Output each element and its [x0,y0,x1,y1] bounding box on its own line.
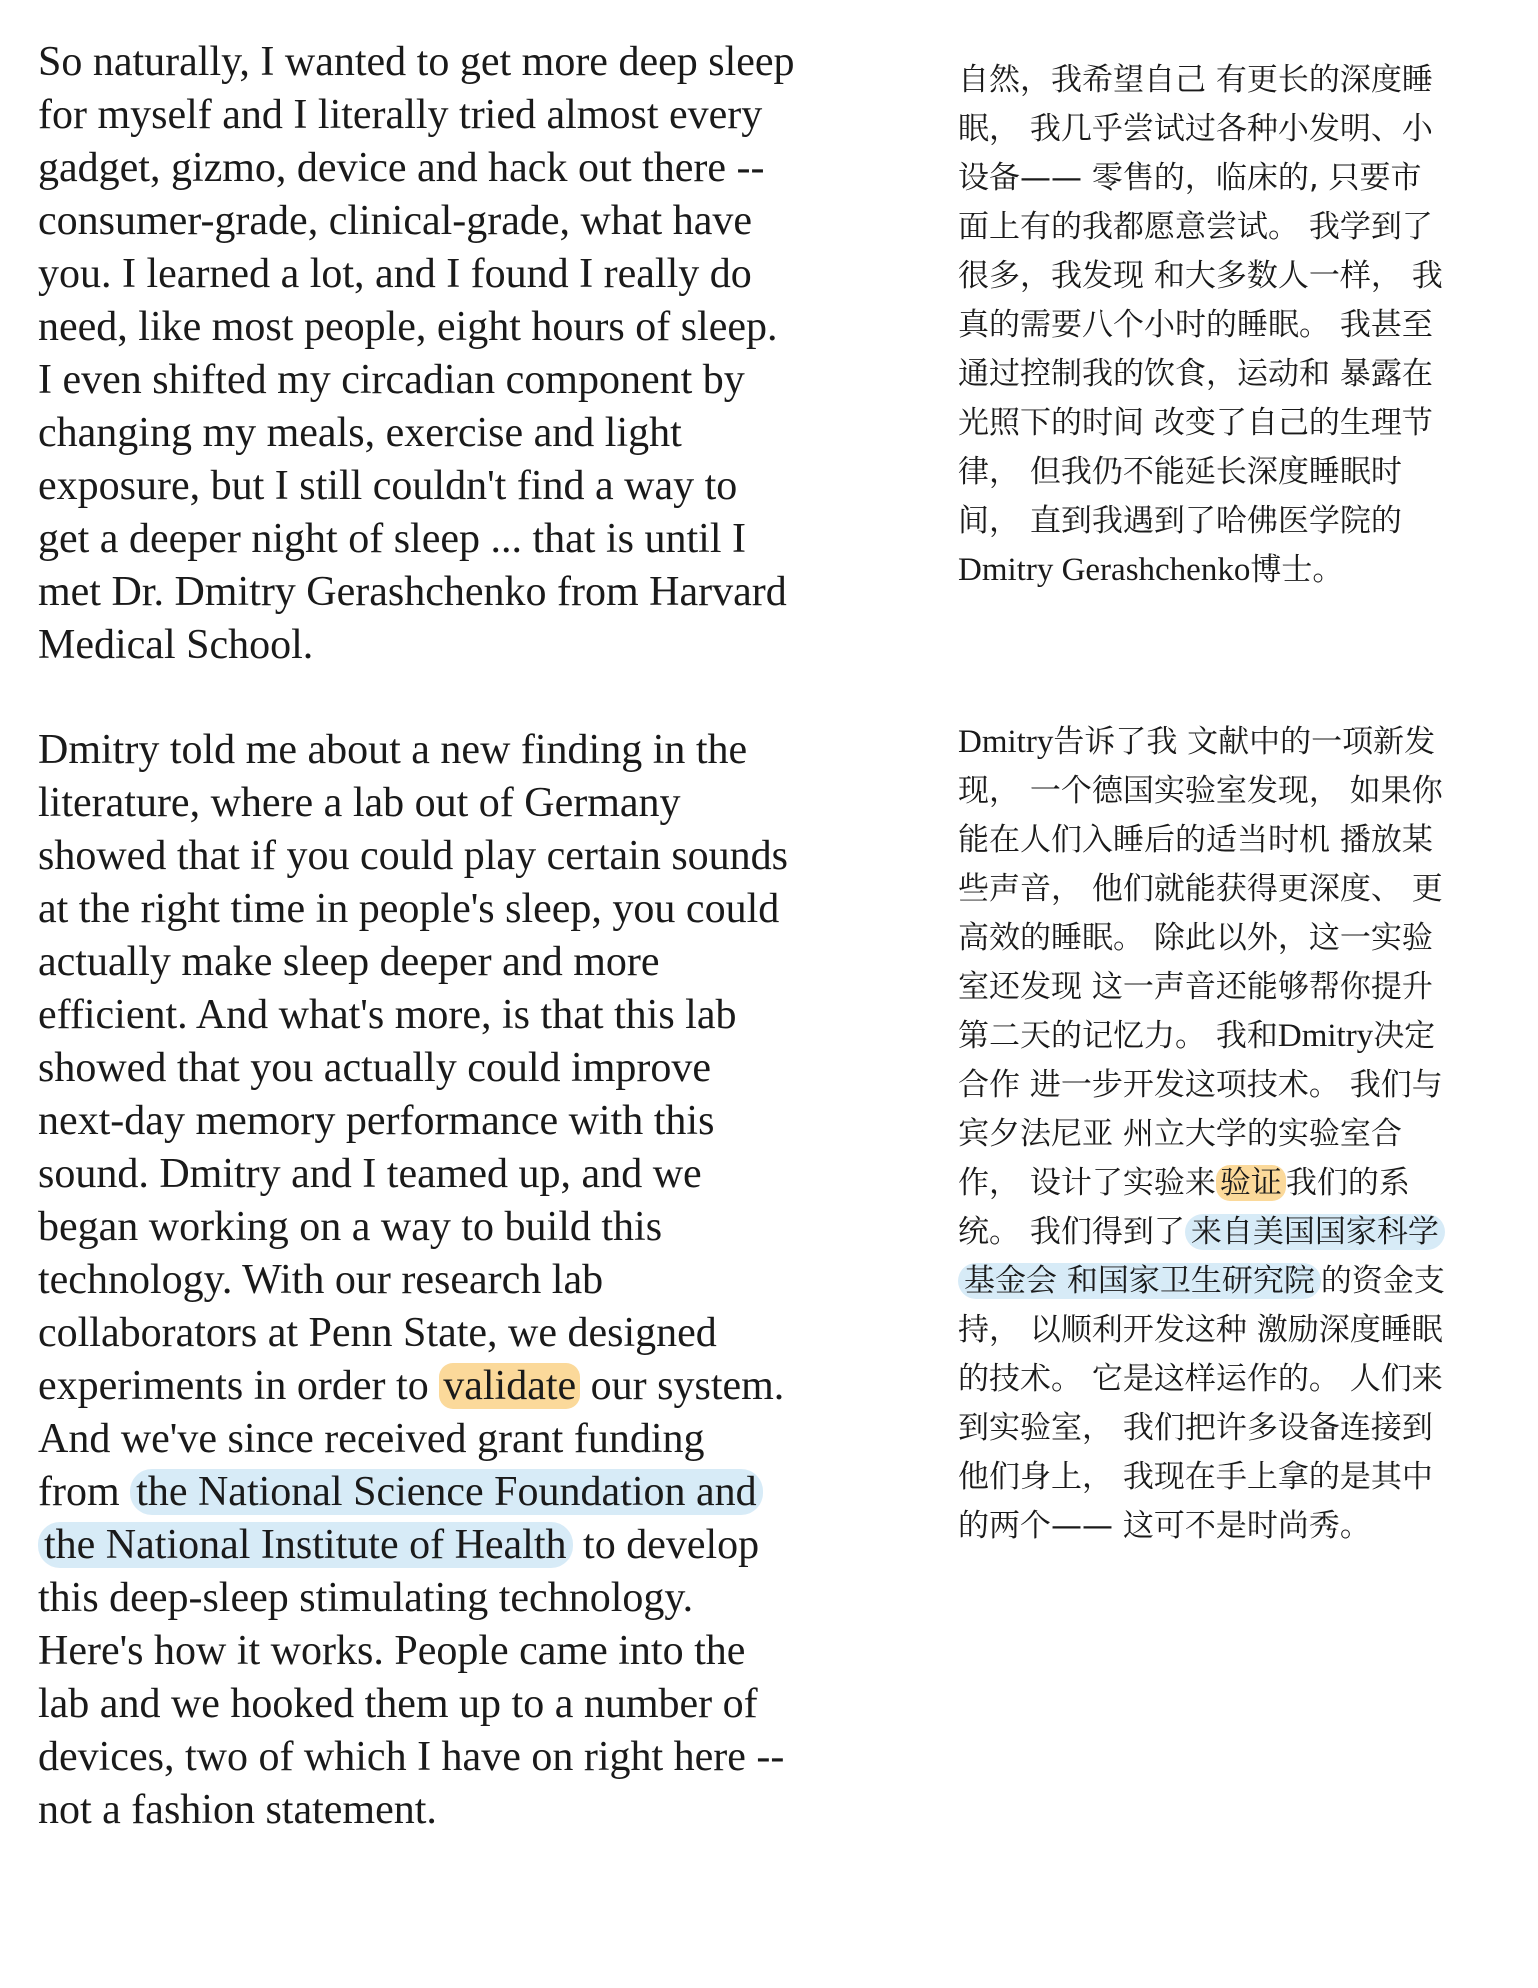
text-line [38,1360,878,1413]
text-line: I even shifted my circadian component by [38,357,745,403]
text-line: consumer-grade, clinical-grade, what have [38,198,752,244]
text-line: showed that if you could play certain sounds [38,833,789,879]
text-segment: 第二天的记忆力。 我和 [958,1018,1278,1054]
text-line: 现， 一个德国实验室发现， 如果你 [958,773,1443,809]
text-line: 宾夕法尼亚 州立大学的实验室合 [958,1116,1402,1152]
text-line: 持， 以顺利开发这种 激励深度睡眠 [958,1312,1443,1348]
highlight-nih-zh: 基金会 和国家卫生研究院 [958,1263,1321,1299]
text-line: 到实验室， 我们把许多设备连接到 [958,1410,1433,1446]
text-segment: experiments in order to [38,1363,440,1409]
text-line: literature, where a lab out of Germany [38,780,681,826]
text-segment: to develop [572,1522,760,1568]
text-line: 的两个—— 这可不是时尚秀。 [958,1508,1371,1544]
text-line: 自然，我希望自己 有更长的深度睡 [958,62,1433,98]
text-line: 他们身上， 我现在手上拿的是其中 [958,1459,1433,1495]
text-line: 真的需要八个小时的睡眠。 我甚至 [958,307,1433,343]
text-line: you. I learned a lot, and I found I really do [38,251,752,297]
chinese-paragraph-2 [958,718,1518,1551]
text-line: 光照下的时间 改变了自己的生理节 [958,405,1433,441]
text-line [958,1257,1518,1306]
text-line: 设备—— 零售的，临床的, 只要市 [958,160,1422,196]
text-line: met Dr. Dmitry Gerashchenko from Harvard [38,569,787,615]
chinese-paragraph-1 [958,56,1518,595]
text-line: 眠， 我几乎尝试过各种小发明、小 [958,111,1433,147]
text-line: at the right time in people's sleep, you could [38,886,780,932]
highlight-nsf: the National Science Foundation and [130,1469,763,1515]
text-line: devices, two of which I have on right here -- [38,1734,785,1780]
text-line: changing my meals, exercise and light [38,410,682,456]
text-line: began working on a way to build this [38,1204,663,1250]
text-line: technology. With our research lab [38,1257,604,1303]
text-line [958,1159,1518,1208]
text-line: for myself and I literally tried almost every [38,92,763,138]
text-line [38,1466,878,1519]
text-segment: 博士。 [1250,552,1344,588]
text-line: And we've since received grant funding [38,1416,705,1462]
text-segment: our system. [580,1363,785,1409]
text-line: sound. Dmitry and I teamed up, and we [38,1151,702,1197]
text-line [958,718,1518,767]
text-line: Here's how it works. People came into the [38,1628,746,1674]
text-segment: 告诉了我 文献中的一项新发 [1053,724,1436,760]
text-segment: Dmitry [1277,1018,1374,1054]
highlight-validate-zh: 验证 [1216,1165,1286,1201]
text-line: actually make sleep deeper and more [38,939,660,985]
highlight-nsf-zh: 来自美国国家科学 [1185,1214,1445,1250]
text-line: 能在人们入睡后的适当时机 播放某 [958,822,1433,858]
text-line: 高效的睡眠。 除此以外，这一实验 [958,920,1433,956]
text-line: So naturally, I wanted to get more deep sleep [38,39,795,85]
highlight-validate: validate [439,1363,580,1409]
text-line: Dmitry told me about a new finding in the [38,727,748,773]
text-line: gadget, gizmo, device and hack out there -- [38,145,765,191]
text-segment: 决定 [1373,1018,1436,1054]
text-segment: 统。 我们得到了 [958,1214,1185,1250]
text-line: collaborators at Penn State, we designed [38,1310,717,1356]
text-line [38,1519,878,1572]
text-segment: 作， 设计了实验来 [958,1165,1216,1201]
text-line: 面上有的我都愿意尝试。 我学到了 [958,209,1433,245]
english-paragraph-2 [38,724,878,1837]
text-segment: Dmitry [958,724,1054,760]
text-segment: 的资金支 [1320,1263,1445,1299]
text-segment: Dmitry Gerashchenko [958,552,1251,588]
text-line: 律， 但我仍不能延长深度睡眠时 [958,454,1402,490]
text-line: get a deeper night of sleep ... that is until I [38,516,746,562]
text-line: 很多，我发现 和大多数人一样， 我 [958,258,1443,294]
text-line: 间， 直到我遇到了哈佛医学院的 [958,503,1402,539]
text-line [958,546,1518,595]
text-line: 合作 进一步开发这项技术。 我们与 [958,1067,1443,1103]
text-line: showed that you actually could improve [38,1045,712,1091]
highlight-nih: the National Institute of Health [38,1522,573,1568]
text-line: next-day memory performance with this [38,1098,715,1144]
text-line [958,1012,1518,1061]
text-line: need, like most people, eight hours of sleep. [38,304,778,350]
text-line: 室还发现 这一声音还能够帮你提升 [958,969,1433,1005]
text-line: 通过控制我的饮食，运动和 暴露在 [958,356,1433,392]
text-line: lab and we hooked them up to a number of [38,1681,758,1727]
text-line: not a fashion statement. [38,1787,437,1833]
text-segment: 我们的系 [1285,1165,1410,1201]
text-line: exposure, but I still couldn't find a way to [38,463,738,509]
text-line: 的技术。 它是这样运作的。 人们来 [958,1361,1443,1397]
text-segment: from [38,1469,131,1515]
text-line: this deep-sleep stimulating technology. [38,1575,694,1621]
text-line [958,1208,1518,1257]
text-line: 些声音， 他们就能获得更深度、 更 [958,871,1443,907]
text-line: Medical School. [38,622,314,668]
english-paragraph-1 [38,36,878,672]
text-line: efficient. And what's more, is that this lab [38,992,737,1038]
